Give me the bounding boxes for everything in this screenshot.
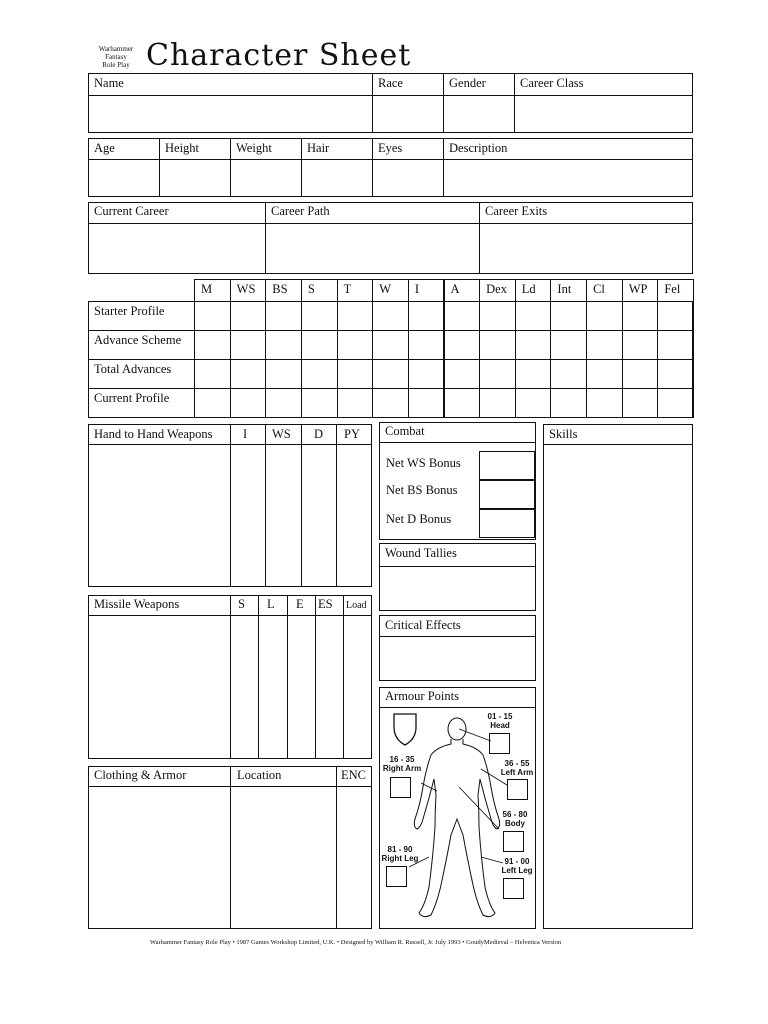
profile-col-label: Fel [664, 282, 681, 296]
clothing-title: Clothing & Armor [94, 768, 187, 782]
hand-col-ws: WS [272, 427, 291, 441]
name-label: Name [94, 76, 124, 90]
profile-value-cell[interactable] [622, 301, 659, 331]
head-range-label [482, 712, 518, 730]
profile-value-cell[interactable] [301, 330, 338, 360]
profile-col-label: M [201, 282, 213, 296]
physical-col-divider [301, 138, 302, 197]
left-leg-range-text: 91 - 00 Left Leg [501, 857, 533, 875]
profile-value-cell[interactable] [230, 359, 267, 389]
profile-value-cell[interactable] [586, 301, 623, 331]
identity-col-divider [443, 73, 444, 133]
critical-divider [379, 636, 536, 637]
profile-col-label: W [379, 282, 392, 296]
profile-header-cell [230, 279, 267, 302]
physical-col-divider [372, 138, 373, 197]
profile-row-label-cell [88, 301, 195, 331]
profile-value-cell[interactable] [515, 330, 552, 360]
profile-value-cell[interactable] [230, 330, 267, 360]
hand-weapons-col-divider [301, 424, 302, 587]
profile-col-label: Dex [486, 282, 507, 296]
profile-value-cell[interactable] [194, 330, 231, 360]
career-divider [88, 223, 693, 224]
profile-value-cell[interactable] [444, 388, 481, 418]
profile-header-cell [444, 279, 481, 302]
missile-col-s: S [238, 597, 245, 611]
profile-value-cell[interactable] [408, 301, 445, 331]
right-leg-armour-field[interactable] [386, 866, 407, 887]
profile-value-cell[interactable] [622, 359, 659, 389]
profile-value-cell[interactable] [230, 301, 267, 331]
hair-label: Hair [307, 141, 330, 155]
skills-divider [543, 444, 693, 445]
profile-header-cell [657, 279, 694, 302]
hand-weapons-title: Hand to Hand Weapons [94, 427, 213, 441]
career-class-field[interactable] [516, 97, 691, 131]
hand-weapons-col-divider [265, 424, 266, 587]
profile-col-label: Ld [521, 282, 536, 296]
brand-line-3: Role Play [102, 61, 130, 69]
profile-value-cell[interactable] [337, 388, 374, 418]
profile-value-cell[interactable] [444, 330, 481, 360]
profile-row-label-cell [88, 388, 195, 418]
missile-col-e: E [296, 597, 304, 611]
left-leg-armour-field[interactable] [503, 878, 524, 899]
profile-value-cell[interactable] [265, 301, 302, 331]
career-path-label: Career Path [271, 204, 330, 218]
profile-value-cell[interactable] [479, 388, 516, 418]
hand-weapons-col-divider [336, 424, 337, 587]
missile-weapons-title: Missile Weapons [94, 597, 180, 611]
profile-value-cell[interactable] [515, 359, 552, 389]
profile-header-cell [586, 279, 623, 302]
net-bs-field[interactable] [479, 480, 535, 509]
combat-title: Combat [385, 424, 425, 438]
brand-line-2: Fantasy [105, 53, 127, 61]
body-range-text: 56 - 80 Body [502, 810, 528, 828]
profile-value-cell[interactable] [515, 301, 552, 331]
current-career-field[interactable] [90, 225, 263, 272]
profile-col-label: A [450, 282, 460, 296]
profile-header-cell [194, 279, 231, 302]
profile-value-cell[interactable] [265, 359, 302, 389]
physical-col-divider [230, 138, 231, 197]
left-arm-range-label [496, 759, 538, 777]
profile-col-label: I [414, 282, 420, 296]
hair-field[interactable] [303, 161, 370, 195]
profile-value-cell[interactable] [515, 388, 552, 418]
hand-col-d: D [314, 427, 324, 441]
armour-points-title: Armour Points [385, 689, 459, 703]
career-col-divider [265, 202, 266, 274]
weight-field[interactable] [232, 161, 299, 195]
profile-value-cell[interactable] [265, 388, 302, 418]
profile-header-cell [408, 279, 445, 302]
profile-value-cell[interactable] [372, 330, 409, 360]
clothing-enc-label: ENC [341, 768, 366, 782]
missile-col-divider [315, 595, 316, 759]
net-bs-label: Net BS Bonus [386, 483, 458, 497]
profile-col-label: S [307, 282, 315, 296]
critical-effects-title: Critical Effects [385, 618, 461, 632]
profile-value-cell[interactable] [372, 388, 409, 418]
profile-header-cell [372, 279, 409, 302]
description-field[interactable] [445, 161, 691, 195]
profile-col-label: Cl [593, 282, 605, 296]
location-field[interactable] [232, 788, 334, 927]
profile-header-cell [550, 279, 587, 302]
clothing-field[interactable] [90, 788, 228, 927]
eyes-field[interactable] [374, 161, 441, 195]
profile-value-cell[interactable] [301, 359, 338, 389]
net-d-label: Net D Bonus [386, 512, 452, 526]
career-exits-field[interactable] [481, 225, 691, 272]
skills-title: Skills [549, 427, 578, 441]
profile-header-cell [479, 279, 516, 302]
profile-value-cell[interactable] [479, 301, 516, 331]
wound-tallies-field[interactable] [381, 568, 534, 609]
profile-value-cell[interactable] [550, 330, 587, 360]
missile-weapons-field[interactable] [90, 617, 228, 757]
wound-tallies-title: Wound Tallies [385, 546, 457, 560]
profile-header-cell [301, 279, 338, 302]
clothing-col-divider [230, 766, 231, 929]
hand-weapons-col-divider [230, 424, 231, 587]
clothing-location-label: Location [237, 768, 282, 782]
left-arm-range-text: 36 - 55 Left Arm [500, 759, 534, 777]
name-field[interactable] [90, 97, 370, 131]
profile-col-label: WS [236, 282, 256, 296]
profile-col-label: WP [628, 282, 648, 296]
clothing-col-divider [336, 766, 337, 929]
gender-field[interactable] [445, 97, 512, 131]
shield-icon [394, 714, 416, 745]
age-field[interactable] [90, 161, 157, 195]
height-label: Height [165, 141, 200, 155]
profile-value-cell[interactable] [444, 359, 481, 389]
career-exits-label: Career Exits [485, 204, 548, 218]
net-ws-label: Net WS Bonus [386, 456, 461, 470]
career-path-field[interactable] [267, 225, 477, 272]
physical-col-divider [443, 138, 444, 197]
description-label: Description [449, 141, 508, 155]
profile-row-label-cell [88, 330, 195, 360]
hand-col-i: I [243, 427, 248, 441]
missile-col-divider [230, 595, 231, 759]
profile-header-cell [515, 279, 552, 302]
profile-value-cell[interactable] [444, 301, 481, 331]
missile-col-divider [258, 595, 259, 759]
net-d-field[interactable] [479, 509, 535, 538]
missile-col-l: L [267, 597, 275, 611]
profile-header-cell [622, 279, 659, 302]
identity-col-divider [514, 73, 515, 133]
profile-value-cell[interactable] [230, 388, 267, 418]
right-leg-range-label [379, 845, 421, 863]
profile-value-cell[interactable] [657, 330, 694, 360]
gender-label: Gender [449, 76, 486, 90]
profile-row-label: Advance Scheme [94, 333, 182, 347]
profile-value-cell[interactable] [337, 330, 374, 360]
profile-row-label-cell [88, 359, 195, 389]
left-arm-armour-field[interactable] [507, 779, 528, 800]
profile-header-cell [265, 279, 302, 302]
profile-value-cell[interactable] [550, 301, 587, 331]
identity-col-divider [372, 73, 373, 133]
profile-row-label: Total Advances [94, 362, 172, 376]
profile-value-cell[interactable] [372, 301, 409, 331]
profile-value-cell[interactable] [194, 301, 231, 331]
profile-value-cell[interactable] [337, 301, 374, 331]
page-title: Character Sheet [146, 38, 412, 73]
net-ws-field[interactable] [479, 451, 535, 480]
missile-col-divider [287, 595, 288, 759]
missile-col-divider [343, 595, 344, 759]
combat-divider [379, 442, 536, 443]
current-career-label: Current Career [94, 204, 169, 218]
race-field[interactable] [374, 97, 441, 131]
profile-value-cell[interactable] [586, 388, 623, 418]
profile-table [88, 279, 693, 417]
body-range-label [495, 810, 535, 828]
identity-divider [88, 95, 693, 96]
weight-label: Weight [236, 141, 272, 155]
brand-block [94, 45, 138, 69]
footer-credits: Warhammer Fantasy Role Play • 1987 Games Workshop Limited, U.K. • Designed by William R. Russell, Jr. July 1993 • GoudyMedieval – Helvetica Version [150, 939, 562, 946]
profile-value-cell[interactable] [408, 330, 445, 360]
profile-row-label: Current Profile [94, 391, 170, 405]
profile-value-cell[interactable] [408, 359, 445, 389]
hand-col-py: PY [344, 427, 360, 441]
profile-value-cell[interactable] [550, 359, 587, 389]
missile-col-load: Load [346, 600, 367, 611]
profile-col-label: BS [272, 282, 288, 296]
profile-value-cell[interactable] [372, 359, 409, 389]
profile-value-cell[interactable] [301, 388, 338, 418]
profile-value-cell[interactable] [657, 301, 694, 331]
profile-value-cell[interactable] [622, 388, 659, 418]
brand-line-1: Warhammer [98, 45, 134, 53]
missile-col-es: ES [318, 597, 333, 611]
right-arm-armour-field[interactable] [390, 777, 411, 798]
body-armour-field[interactable] [503, 831, 524, 852]
right-arm-range-text: 16 - 35 Right Arm [382, 755, 422, 773]
critical-effects-field[interactable] [381, 638, 534, 679]
hand-weapons-field[interactable] [90, 446, 228, 585]
right-leg-range-text: 81 - 90 Right Leg [381, 845, 419, 863]
profile-value-cell[interactable] [657, 359, 694, 389]
age-label: Age [94, 141, 115, 155]
right-arm-range-label [381, 755, 423, 773]
wound-divider [379, 566, 536, 567]
left-leg-range-label [497, 857, 537, 875]
profile-value-cell[interactable] [479, 359, 516, 389]
profile-header-cell [337, 279, 374, 302]
profile-col-label: Int [557, 282, 572, 296]
physical-col-divider [159, 138, 160, 197]
profile-value-cell[interactable] [265, 330, 302, 360]
profile-value-cell[interactable] [337, 359, 374, 389]
career-col-divider [479, 202, 480, 274]
profile-value-cell[interactable] [194, 359, 231, 389]
height-field[interactable] [161, 161, 228, 195]
head-armour-field[interactable] [489, 733, 510, 754]
physical-divider [88, 159, 693, 160]
profile-value-cell[interactable] [622, 330, 659, 360]
race-label: Race [378, 76, 403, 90]
head-range-text: 01 - 15 Head [487, 712, 513, 730]
eyes-label: Eyes [378, 141, 403, 155]
profile-value-cell[interactable] [657, 388, 694, 418]
profile-value-cell[interactable] [408, 388, 445, 418]
profile-value-cell[interactable] [194, 388, 231, 418]
profile-value-cell[interactable] [479, 330, 516, 360]
profile-row-label: Starter Profile [94, 304, 165, 318]
career-class-label: Career Class [520, 76, 584, 90]
skills-field[interactable] [545, 446, 691, 927]
profile-col-label: T [343, 282, 352, 296]
profile-value-cell[interactable] [550, 388, 587, 418]
profile-value-cell[interactable] [586, 359, 623, 389]
profile-value-cell[interactable] [586, 330, 623, 360]
profile-value-cell[interactable] [301, 301, 338, 331]
